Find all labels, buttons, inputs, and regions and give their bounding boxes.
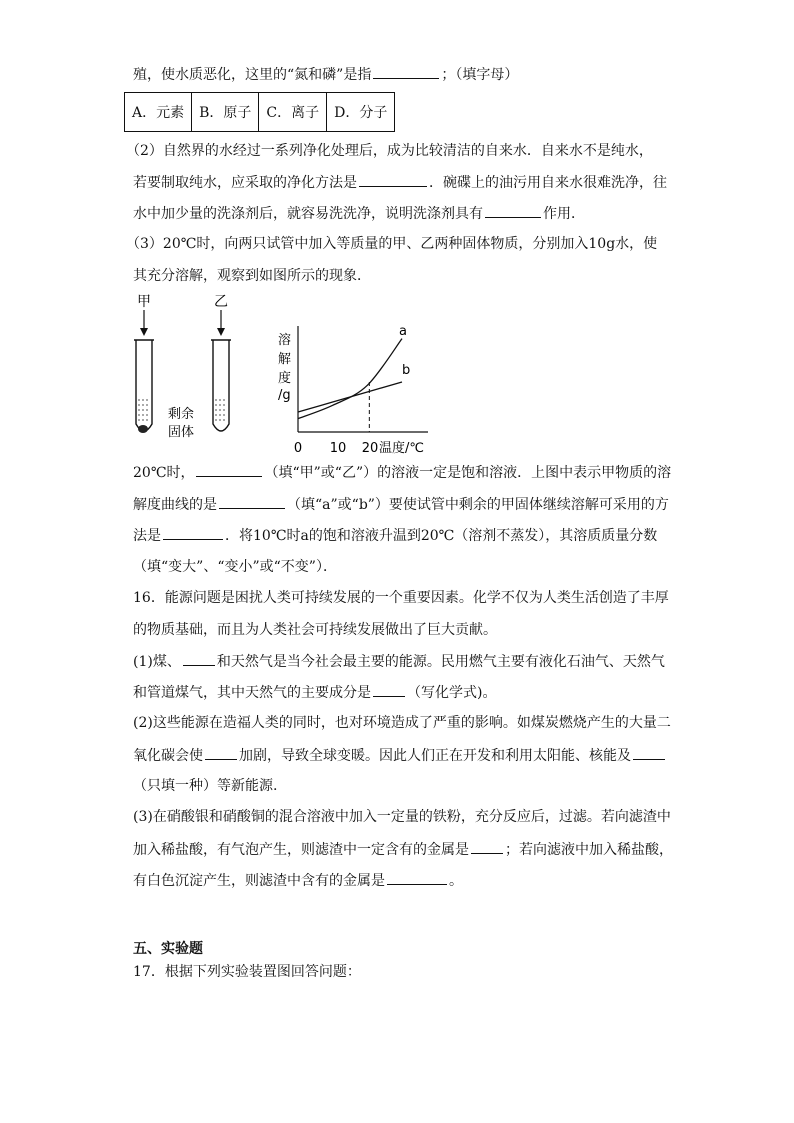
q16-line-7: （只填一种）等新能源. bbox=[133, 778, 278, 794]
option-c[interactable]: C．离子 bbox=[259, 93, 327, 132]
y-label-2: 解 bbox=[278, 352, 292, 367]
q3-line-1: （3）20℃时，向两只试管中加入等质量的甲、乙两种固体物质，分别加入10g水，使 bbox=[126, 236, 658, 252]
experiment-figure bbox=[128, 288, 448, 460]
answer-blank[interactable] bbox=[196, 462, 262, 477]
q16-line-5: (2)这些能源在造福人类的同时，也对环境造成了严重的影响。如煤炭燃烧产生的大量二 bbox=[133, 715, 671, 731]
q16-line-2: 的物质基础，而且为人类社会可持续发展做出了巨大贡献。 bbox=[133, 622, 497, 638]
tube-a-label: 甲 bbox=[137, 294, 151, 310]
x-axis-label: 温度/℃ bbox=[379, 441, 424, 456]
q16-line-1: 16．能源问题是困扰人类可持续发展的一个重要因素。化学不仅为人类生活创造了丰厚 bbox=[133, 590, 669, 606]
answer-blank[interactable] bbox=[163, 525, 223, 540]
option-a[interactable]: A．元素 bbox=[125, 93, 192, 132]
y-label-1: 溶 bbox=[278, 333, 292, 348]
residue-label-2: 固体 bbox=[168, 425, 195, 440]
q16-line-10: 有白色沉淀产生，则滤渣中含有的金属是 。 bbox=[133, 870, 463, 891]
tube-b-label: 乙 bbox=[214, 294, 228, 310]
answer-blank[interactable] bbox=[471, 839, 503, 854]
y-label-4: /g bbox=[278, 388, 291, 403]
answer-blank[interactable] bbox=[359, 172, 427, 187]
q3-line-6: （填“变大”、“变小”或“不变”）． bbox=[133, 559, 337, 575]
q17-line: 17．根据下列实验装置图回答问题： bbox=[133, 964, 361, 980]
answer-blank[interactable] bbox=[373, 682, 405, 697]
curve-a-label: a bbox=[399, 324, 407, 339]
residue-label-1: 剩余 bbox=[168, 407, 195, 422]
answer-blank[interactable] bbox=[485, 203, 541, 218]
q2-line-3: 水中加少量的洗涤剂后，就容易洗洗净，说明洗涤剂具有 作用． bbox=[133, 203, 585, 224]
curve-b-label: b bbox=[402, 363, 411, 378]
test-tube-a bbox=[134, 340, 154, 433]
q3-line-3: 20℃时， （填“甲”或“乙”）的溶液一定是饱和溶液．上图中表示甲物质的溶 bbox=[133, 462, 671, 483]
q15-line-1: 殖，使水质恶化，这里的“氮和磷”是指 ；（填字母） bbox=[133, 64, 518, 85]
q16-line-3: (1)煤、 和天然气是当今社会最主要的能源。民用燃气主要有液化石油气、天然气 bbox=[133, 651, 665, 672]
option-d[interactable]: D．分子 bbox=[327, 93, 395, 132]
section-heading: 五、实验题 bbox=[133, 941, 203, 957]
solubility-chart bbox=[278, 324, 428, 456]
options-table bbox=[124, 92, 395, 132]
q16-line-6: 氧化碳会使 加剧，导致全球变暖。因此人们正在开发和利用太阳能、核能及 bbox=[133, 745, 667, 766]
answer-blank[interactable] bbox=[219, 494, 285, 509]
answer-blank[interactable] bbox=[183, 651, 215, 666]
answer-blank[interactable] bbox=[387, 870, 447, 885]
x-tick-0: 0 bbox=[293, 441, 303, 456]
x-tick-10: 10 bbox=[329, 441, 347, 456]
answer-blank[interactable] bbox=[373, 64, 439, 79]
x-tick-20: 20 bbox=[361, 441, 379, 456]
y-label-3: 度 bbox=[278, 371, 292, 386]
test-tube-b bbox=[211, 340, 231, 431]
residue-solid bbox=[138, 425, 148, 433]
answer-blank[interactable] bbox=[205, 745, 237, 760]
q2-line-2: 若要制取纯水，应采取的净化方法是 ．碗碟上的油污用自来水很难洗净，往 bbox=[133, 172, 667, 193]
option-b[interactable]: B．原子 bbox=[192, 93, 259, 132]
curve-b bbox=[298, 382, 402, 412]
q3-line-5: 法是 ．将10℃时a的饱和溶液升温到20℃（溶剂不蒸发），其溶质质量分数 bbox=[133, 525, 657, 546]
q3-line-4: 解度曲线的是 （填“a”或“b”）要使试管中剩余的甲固体继续溶解可采用的方 bbox=[133, 494, 669, 515]
q2-line-1: （2）自然界的水经过一系列净化处理后，成为比较清洁的自来水．自来水不是纯水， bbox=[126, 143, 653, 159]
q16-line-4: 和管道煤气，其中天然气的主要成分是 （写化学式)。 bbox=[133, 682, 496, 703]
q16-line-9: 加入稀盐酸，有气泡产生，则滤渣中一定含有的金属是 ；若向滤液中加入稀盐酸， bbox=[133, 839, 673, 860]
curve-a bbox=[298, 339, 402, 419]
q16-line-8: (3)在硝酸银和硝酸铜的混合溶液中加入一定量的铁粉，充分反应后，过滤。若向滤渣中 bbox=[133, 809, 671, 825]
answer-blank[interactable] bbox=[633, 745, 665, 760]
q3-line-2: 其充分溶解，观察到如图所示的现象． bbox=[133, 268, 371, 284]
